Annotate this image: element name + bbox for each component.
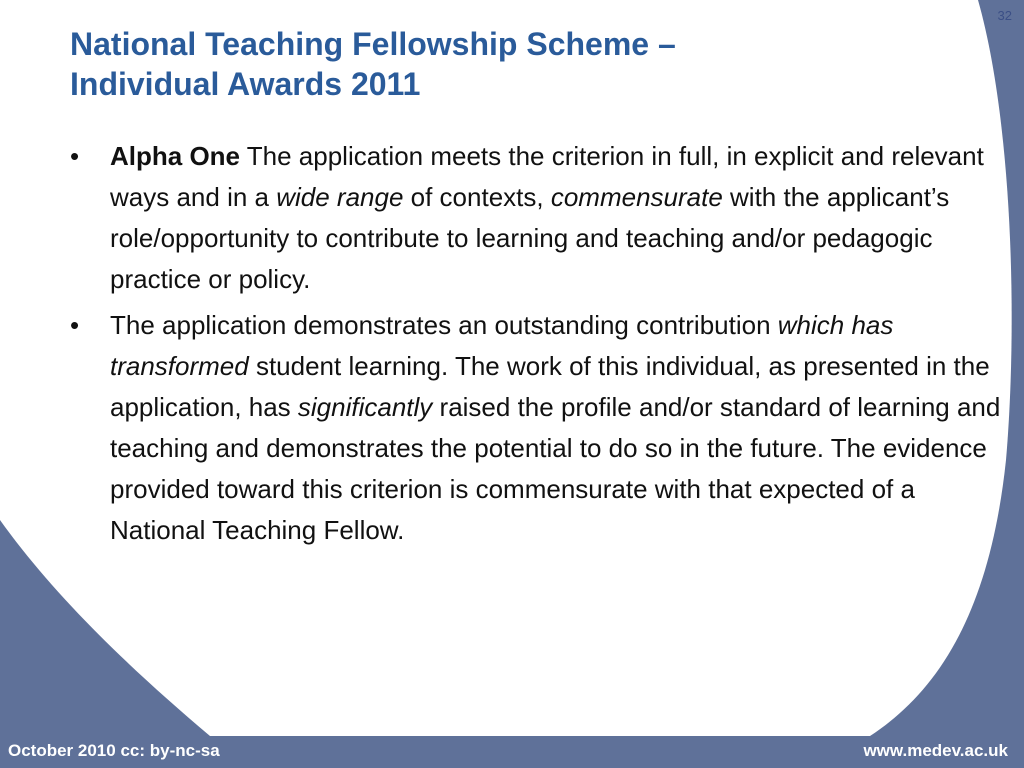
bullet-item — [70, 136, 1010, 300]
bullet-text-segment: The application demonstrates an outstanding contribution — [110, 310, 778, 340]
bullet-text-segment: student learning. The work of this individual, as presented in the application, has — [110, 351, 990, 422]
slide-title-line-2: Individual Awards 2011 — [70, 66, 421, 102]
bullet-text-segment: wide range — [276, 182, 404, 212]
footer-website-link[interactable]: www.medev.ac.uk — [863, 741, 1008, 760]
bullet-marker: • — [70, 141, 80, 171]
slide-title — [70, 24, 950, 104]
bullet-text-segment: with the applicant’s role/opportunity to contribute to learning and teaching and/or pedagogic practice or policy. — [110, 182, 950, 294]
bullet-item — [70, 305, 1010, 551]
slide-title-line-1: National Teaching Fellowship Scheme – — [70, 26, 676, 62]
bullet-text-segment: Alpha One — [110, 141, 241, 171]
footer-date-license: October 2010 cc: by-nc-sa — [8, 741, 220, 760]
bullet-list — [70, 136, 1010, 556]
bullet-marker: • — [70, 310, 80, 340]
bullet-text — [110, 310, 1000, 545]
slide-number: 32 — [997, 8, 1012, 23]
bullet-text-segment: significantly — [297, 392, 433, 422]
bullet-text — [110, 141, 984, 294]
bullet-text-segment: which has transformed — [110, 310, 894, 381]
bullet-text-segment: The application meets the criterion in full, in explicit and relevant ways and in a — [110, 141, 984, 212]
bullet-text-segment: of contexts, — [403, 182, 551, 212]
bullet-text-segment: commensurate — [550, 182, 723, 212]
bullet-text-segment: raised the profile and/or standard of learning and teaching and demonstrates the potential to do so in the future. The evidence provided toward this criterion is commensurate with that expected of a National Teaching Fellow. — [110, 392, 1001, 545]
